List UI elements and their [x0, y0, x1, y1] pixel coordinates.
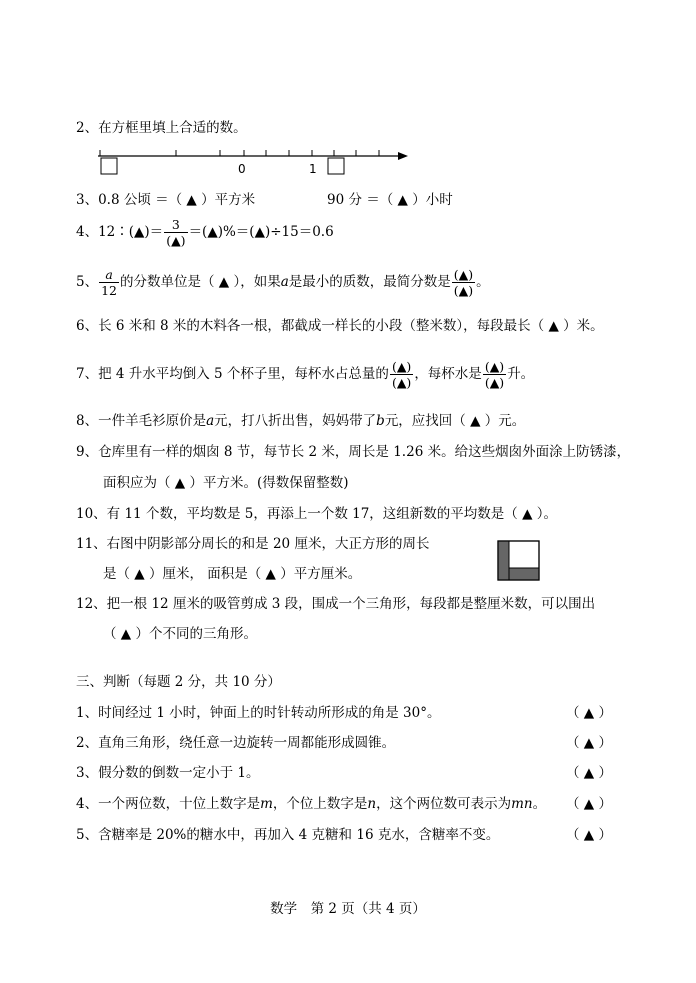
q5-end: 。: [476, 274, 490, 290]
q4-fraction: [164, 218, 187, 247]
judge-1: 1、时间经过 1 小时，钟面上的时针转动所形成的角是 30°。: [76, 705, 441, 721]
q4-frac-den: (▲): [166, 233, 186, 248]
question-11-line2: 是（ ▲ ）厘米， 面积是（ ▲ ）平方厘米。: [103, 566, 362, 582]
q5-text-a: 的分数单位是（ ▲ ），如果: [120, 274, 281, 290]
question-3-part1: 3、0.8 公顷 ＝（ ▲ ）平方米: [76, 192, 256, 208]
judge-5: 5、含糖率是 20%的糖水中，再加入 4 克糖和 16 克水，含糖率不变。: [76, 827, 500, 843]
question-8: [76, 412, 525, 430]
question-11-line1: 11、右图中阴影部分周长的和是 20 厘米，大正方形的周长: [76, 536, 430, 552]
question-6: 6、长 6 米和 8 米的木料各一根，都截成一样长的小段（整米数），每段最长（ ▲ ）米。: [76, 318, 604, 334]
q7-fraction-1: [390, 360, 413, 389]
judge-4-var-mn: mn: [511, 796, 533, 812]
q8-text-a: 8、一件羊毛衫原价是: [76, 413, 207, 429]
judge-3-mark[interactable]: （ ▲ ）: [566, 765, 612, 781]
question-12-line2: （ ▲ ）个不同的三角形。: [103, 626, 257, 642]
number-line-label-zero: 0: [238, 162, 246, 176]
q7-text-a: 7、把 4 升水平均倒入 5 个杯子里，每杯水占总量的: [76, 366, 389, 382]
q5-frac2-num: (▲): [453, 267, 474, 282]
judge-4-var-m: m: [260, 796, 273, 812]
q5-frac-num: a: [99, 268, 119, 283]
q5-var-a: a: [280, 274, 289, 290]
judge-4: [76, 795, 546, 813]
q4-prefix: 4、12∶(▲)＝: [76, 224, 164, 240]
q7-frac1-num: (▲): [391, 359, 412, 374]
question-7: [76, 360, 534, 389]
judge-4-text-a: 4、一个两位数，十位上数字是: [76, 796, 261, 812]
q8-var-a: a: [206, 413, 215, 429]
q5-number: 5、: [76, 274, 99, 290]
judge-4-text-d: 。: [532, 796, 547, 812]
q5-text-b: 是最小的质数，最简分数是: [288, 274, 451, 290]
q7-frac2-den: (▲): [484, 375, 505, 390]
q8-text-b: 元，打八折出售，妈妈带了: [214, 413, 377, 429]
page-footer: 数学 第 2 页（共 4 页）: [270, 901, 426, 917]
q8-var-b: b: [376, 413, 385, 429]
answer-box-left[interactable]: [101, 158, 117, 174]
question-10: 10、有 11 个数，平均数是 5，再添上一个数 17，这组新数的平均数是（ ▲ ）。: [76, 506, 558, 522]
section-3-heading: 三、判断（每题 2 分，共 10 分）: [76, 674, 281, 690]
number-line-label-one: 1: [309, 162, 317, 176]
q7-frac2-num: (▲): [484, 359, 505, 374]
q7-frac1-den: (▲): [391, 375, 412, 390]
question-9-line2: 面积应为（ ▲ ）平方米。(得数保留整数): [103, 475, 349, 491]
judge-4-var-n: n: [367, 796, 377, 812]
judge-2: 2、直角三角形，绕任意一边旋转一周都能形成圆锥。: [76, 735, 396, 751]
q7-fraction-2: [483, 360, 506, 389]
square-figure: [497, 540, 541, 582]
question-9-line1: 9、仓库里有一样的烟囱 8 节，每节长 2 米，周长是 1.26 米。给这些烟囱外面涂上防锈漆，: [76, 444, 631, 460]
q7-text-c: 升。: [507, 366, 535, 382]
question-3-part2: 90 分 ＝（ ▲ ）小时: [327, 192, 453, 208]
q5-frac2-den: (▲): [453, 283, 474, 298]
number-line: [94, 146, 414, 178]
judge-5-mark[interactable]: （ ▲ ）: [566, 827, 612, 843]
q5-fraction: [99, 268, 119, 297]
question-4: [76, 218, 334, 247]
judge-4-text-b: ，个位上数字是: [272, 796, 368, 812]
q4-suffix: ＝(▲)%＝(▲)÷15＝0.6: [188, 224, 334, 240]
judge-3: 3、假分数的倒数一定小于 1。: [76, 765, 260, 781]
question-12-line1: 12、把一根 12 厘米的吸管剪成 3 段，围成一个三角形，每段都是整厘米数，可以围出: [76, 596, 596, 612]
q4-frac-num: 3: [164, 218, 187, 233]
judge-4-text-c: ，这个两位数可表示为: [376, 796, 512, 812]
q8-text-c: 元，应找回（ ▲ ）元。: [384, 413, 526, 429]
question-5: [76, 268, 490, 297]
judge-2-mark[interactable]: （ ▲ ）: [566, 735, 612, 751]
judge-1-mark[interactable]: （ ▲ ）: [566, 705, 612, 721]
answer-box-right[interactable]: [328, 158, 344, 174]
q5-fraction-2: [452, 268, 475, 297]
q5-frac-den: 12: [101, 283, 117, 298]
question-2: 2、在方框里填上合适的数。: [76, 120, 247, 136]
judge-4-mark[interactable]: （ ▲ ）: [566, 796, 612, 812]
q7-text-b: ，每杯水是: [414, 366, 482, 382]
